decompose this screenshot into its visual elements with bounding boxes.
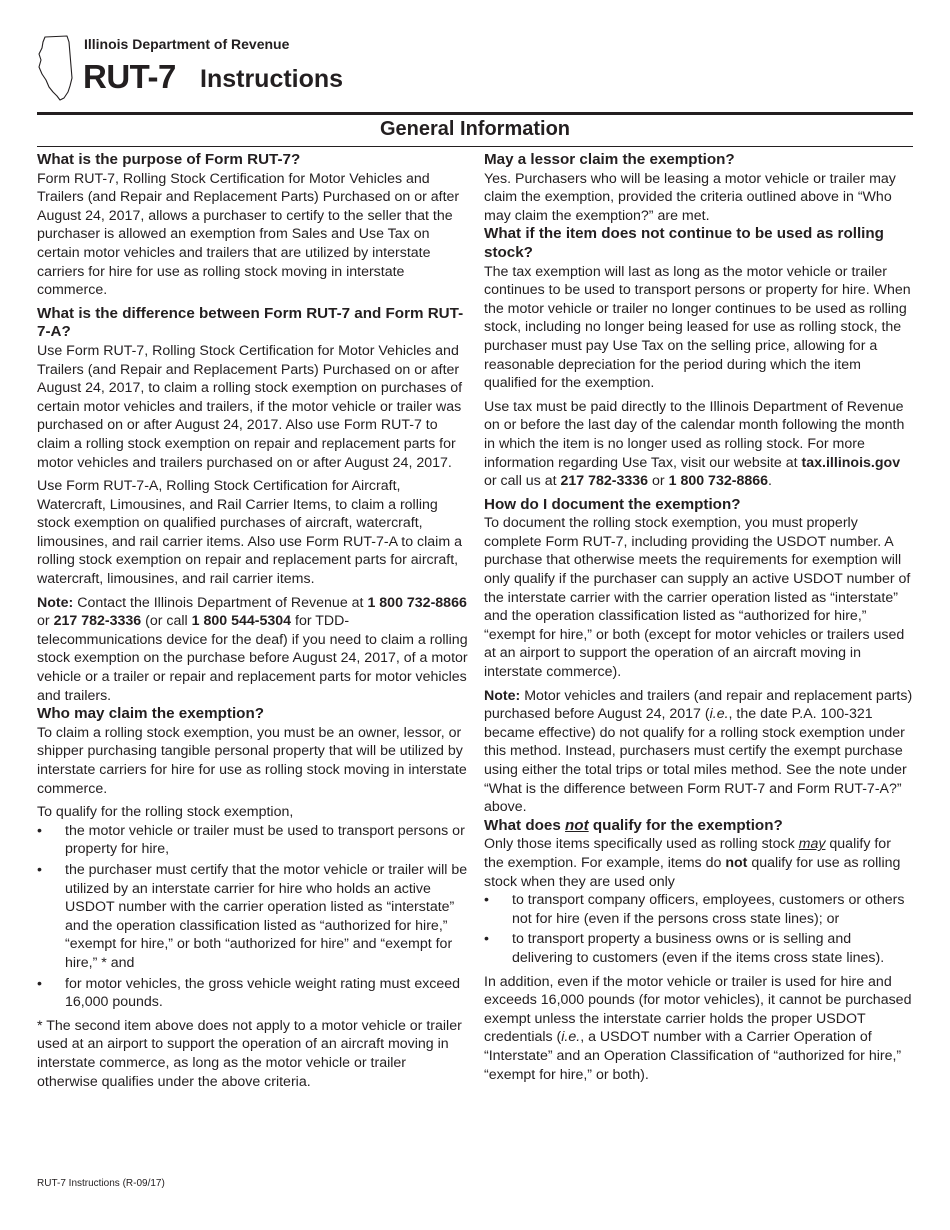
list-item: • to transport property a business owns or is selling and delivering to customers (even if the items cross state lines). — [484, 930, 914, 967]
phone-number: 1 800 732-8866 — [367, 594, 467, 611]
list-item: • for motor vehicles, the gross vehicle weight rating must exceed 16,000 pounds. — [37, 975, 469, 1012]
paragraph-footnote: * The second item above does not apply to a motor vehicle or trailer used at an airport to support the operation of an aircraft moving in interstate commerce, as long as the motor vehicle or trailer otherwise qualifies under the above criteria. — [37, 1017, 462, 1090]
form-header — [36, 34, 916, 110]
footer-form-revision: RUT-7 Instructions (R-09/17) — [37, 1178, 165, 1189]
note-text: Contact the Illinois Department of Revenue at — [77, 594, 364, 611]
paragraph-who-may-claim: To claim a rolling stock exemption, you must be an owner, lessor, or shipper purchasing tangible personal property that will be utilized by interstate carriers for hire for use as rolling stock moving in interstate commerce. — [37, 724, 467, 797]
paragraph-usdot-credentials: In addition, even if the motor vehicle or trailer is used for hire and exceeds 16,000 pounds (for motor vehicles), it cannot be purchased exempt unless the interstate carrier holds the proper USDOT credentials (i.e., a USDOT number with a Carrier Operation of “Interstate” and an Operation Classification of “authorized for hire,” “exempt for hire,” or both). — [484, 973, 912, 1083]
agency-name: Illinois Department of Revenue — [84, 36, 290, 52]
list-item: • the motor vehicle or trailer must be used to transport persons or property for hire, — [37, 822, 469, 859]
phone-number: 217 782-3336 — [53, 613, 142, 630]
question-not-qualify: What does not qualify for the exemption? — [484, 816, 783, 834]
paragraph-not-qualify: Only those items specifically used as rolling stock may qualify for the exemption. For example, items do not qualify for use as rolling stock when they are used only — [484, 836, 901, 890]
paragraph-use-tax: Use tax must be paid directly to the Illinois Department of Revenue on or before the last day of the calendar month following the month in which the item is no longer used as rolling stock. For more information regarding Use Tax, visit our website at tax.illinois.gov or call us at 217 782-3336 or 1 800 732-8866. — [484, 398, 905, 490]
question-lessor: May a lessor claim the exemption? — [484, 151, 735, 168]
paragraph-not-continued: The tax exemption will last as long as the motor vehicle or trailer continues to be used to transport persons or property for hire. When the motor vehicle or trailer no longer continues to be used as rolling stock, including no longer being leased for use as rolling stock, the purchaser must pay Use Tax on the selling price, allowing for a reasonable depreciation for the period during which the item qualified for the exemption. — [484, 263, 911, 392]
paragraph-purpose: Form RUT-7, Rolling Stock Certification for Motor Vehicles and Trailers (and Repair and Replacement Parts) Purchased on or after August 24, 2017, allows a purchaser to certify to the seller that the purchaser is allowed an exemption from Sales and Use Tax on certain motor vehicles and trailers that are utilized by interstate carriers for hire for use as rolling stock moving in interstate commerce. — [37, 170, 460, 299]
qualify-criteria-list — [37, 822, 469, 1012]
form-id: RUT-7 — [83, 58, 176, 95]
note-text: for TDD-telecommunications device for the deaf) if you need to claim a rolling stock exemption on the purchase before August 24, 2017, of a motor vehicle or a trailer or repair and replacement parts for motor vehicles and trailers. — [37, 613, 468, 704]
header-divider — [37, 112, 913, 115]
note-before-date: Note: Motor vehicles and trailers (and repair and replacement parts) purchased before August 24, 2017 (i.e., the date P.A. 100-321 became effective) do not qualify for a rolling stock exemption under this method. Instead, purchasers must certify the exempt purchase using either the total trips or total miles method. See the note under “What is the difference between Form RUT-7 and Form RUT-7-A?” above. — [484, 687, 913, 816]
list-item: • the purchaser must certify that the motor vehicle or trailer will be utilized by an interstate carrier for hire who holds an active USDOT number with the carrier operation listed as “interstate” and the operation classification listed as “authorized for hire,” “exempt for hire,” or both “authorized for hire” and “exempt for hire,” * and — [37, 861, 469, 973]
list-item: • to transport company officers, employees, customers or others not for hire (even if the persons cross state lines); or — [484, 891, 914, 928]
question-not-continued: What if the item does not continue to be used as rolling stock? — [484, 225, 884, 261]
paragraph-qualify-intro: To qualify for the rolling stock exemption, — [37, 804, 294, 821]
question-purpose: What is the purpose of Form RUT-7? — [37, 151, 301, 168]
form-title-word: Instructions — [200, 65, 344, 93]
paragraph-rut7a-use: Use Form RUT-7-A, Rolling Stock Certification for Aircraft, Watercraft, Limousines, and Rail Carrier Items, to claim a rolling stock exemption on qualified purchases of aircraft, watercraft, limousines, and rail carrier items. Also use Form RUT-7-A to claim a rolling stock exemption on repair and replacement parts for aircraft, watercraft, limousines, and rail carrier items. — [37, 478, 462, 588]
note-label: Note: — [37, 594, 74, 611]
note-label: Note: — [484, 687, 521, 704]
question-who-may-claim: Who may claim the exemption? — [37, 705, 265, 723]
note-text: (or call — [145, 613, 188, 630]
note-contact — [37, 594, 469, 706]
paragraph-document: To document the rolling stock exemption, you must properly complete Form RUT-7, including providing the USDOT number. A purchase that otherwise meets the requirements for exemption will only qualify if the purchaser can supply an active USDOT number of the interstate carrier with the carrier operation listed as “interstate” and the operation classification listed as “authorized for hire,” “exempt for hire,” or both (except for motor vehicles or trailers used at an airport to support the operation of an aircraft moving in interstate commerce). — [484, 515, 911, 681]
paragraph-rut7-use: Use Form RUT-7, Rolling Stock Certification for Motor Vehicles and Trailers (and Repair and Replacement Parts) Purchased on or after August 24, 2017, to claim a rolling stock exemption on purchases of certain motor vehicles and trailers, if the motor vehicle or trailer was purchased on or after August 24, 2017. Also use Form RUT-7 to claim a rolling stock exemption on repair and replacement parts for motor vehicles and trailers purchased on or after August 24, 2017. — [37, 342, 463, 471]
section-title: General Information — [379, 118, 571, 140]
left-column — [37, 151, 469, 1096]
website-link[interactable]: tax.illinois.gov — [801, 454, 901, 471]
note-text: or — [37, 613, 50, 630]
tdd-phone-number: 1 800 544-5304 — [191, 613, 292, 630]
question-difference: What is the difference between Form RUT-7 and Form RUT-7-A? — [37, 304, 464, 341]
illinois-state-outline-icon — [36, 34, 76, 102]
section-divider — [37, 146, 913, 147]
phone-number: 217 782-3336 — [560, 473, 649, 490]
right-column — [484, 151, 914, 1084]
not-qualify-list — [484, 891, 914, 967]
question-document: How do I document the exemption? — [484, 495, 741, 513]
paragraph-lessor: Yes. Purchasers who will be leasing a motor vehicle or trailer may claim the exemption, provided the criteria outlined above in “Who may claim the exemption?” are met. — [484, 170, 896, 224]
phone-number: 1 800 732-8866 — [668, 473, 769, 490]
